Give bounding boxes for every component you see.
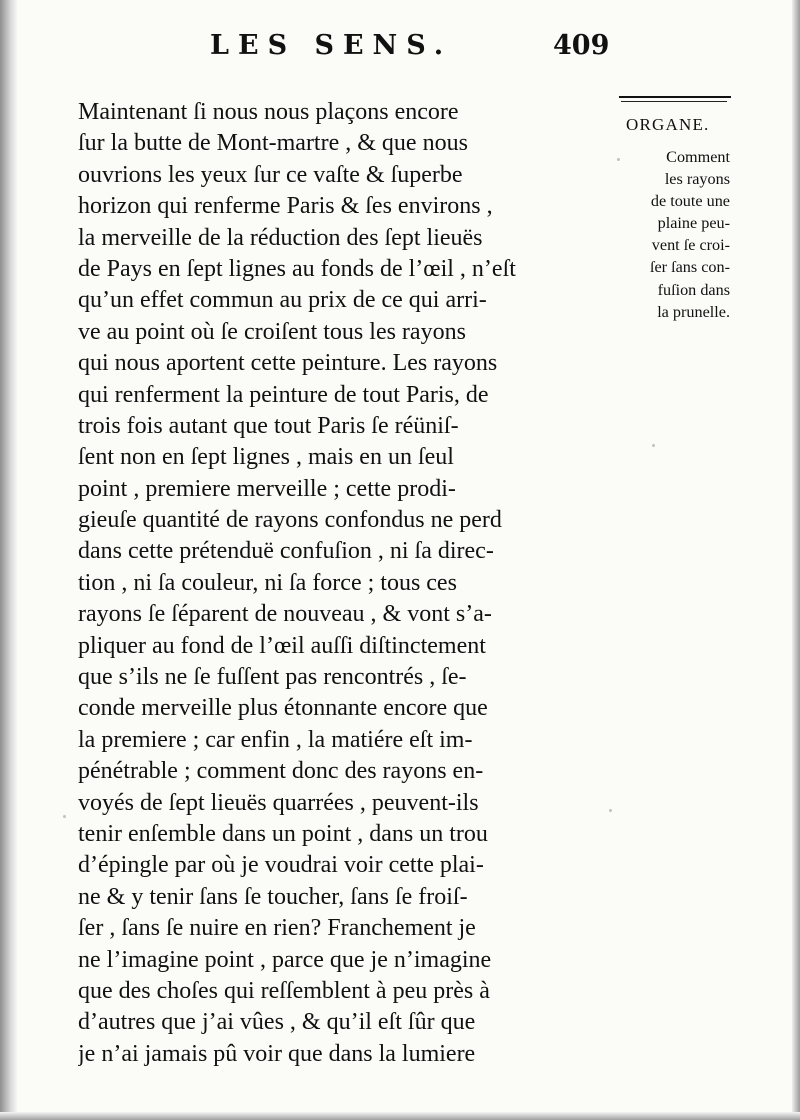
margin-rule xyxy=(619,96,731,98)
text-line-18: pliquer au fond de l’œil auſſi diſtinctement xyxy=(78,632,486,659)
margin-rule-secondary xyxy=(621,101,727,102)
text-line-13: point , premiere merveille ; cette prodi- xyxy=(78,475,456,502)
text-line-14: gieuſe quantité de rayons confondus ne perd xyxy=(78,507,502,534)
page-number: 409 xyxy=(553,30,610,61)
text-line-1: Maintenant ſi nous nous plaçons encore xyxy=(78,99,459,125)
text-line-11: trois fois autant que tout Paris ſe réüniſ- xyxy=(78,412,459,439)
text-line-28: ne l’imagine point , parce que je n’imagine xyxy=(78,946,492,973)
margin-note-line-2: les rayons xyxy=(664,170,730,189)
page-edge-shadow xyxy=(792,0,800,1120)
margin-note-line-5: vent ſe croi- xyxy=(651,236,730,255)
text-line-23: voyés de ſept lieuës quarrées , peuvent-ils xyxy=(78,789,479,816)
text-line-21: la premiere ; car enfin , la matiére eſt im- xyxy=(78,726,473,753)
text-line-9: qui nous aportent cette peinture. Les rayons xyxy=(78,350,498,377)
text-line-25: d’épingle par où je voudrai voir cette plai- xyxy=(78,852,484,879)
text-line-15: dans cette prétenduë confuſion , ni ſa direc- xyxy=(78,538,494,565)
paper-speck xyxy=(609,809,612,812)
margin-heading: ORGANE. xyxy=(626,115,710,134)
page-gutter-shadow xyxy=(0,0,18,1120)
margin-note xyxy=(619,146,730,323)
text-line-29: que des choſes qui reſſemblent à peu près à xyxy=(78,977,490,1004)
text-line-31: je n’ai jamais pû voir que dans la lumiere xyxy=(78,1040,476,1067)
text-line-27: ſer , ſans ſe nuire en rien? Franchement je xyxy=(78,915,476,942)
text-line-30: d’autres que j’ai vûes , & qu’il eſt ſûr que xyxy=(78,1009,476,1036)
page-bottom-shadow xyxy=(0,1112,800,1120)
margin-note-line-4: plaine peu- xyxy=(657,214,730,233)
text-line-2: ſur la butte de Mont-martre , & que nous xyxy=(78,130,468,157)
text-line-16: tion , ni ſa couleur, ni ſa force ; tous ces xyxy=(78,569,457,596)
text-line-26: ne & y tenir ſans ſe toucher, ſans ſe froiſ- xyxy=(78,883,468,910)
text-line-24: tenir enſemble dans un point , dans un trou xyxy=(78,820,488,847)
text-line-8: ve au point où ſe croiſent tous les rayons xyxy=(78,318,466,345)
text-line-6: de Pays en ſept lignes au fonds de l’œil , n’eſt xyxy=(78,255,516,282)
paper-speck xyxy=(63,815,66,818)
text-line-22: pénétrable ; comment donc des rayons en- xyxy=(78,758,484,785)
paper-speck xyxy=(652,444,655,447)
main-text-block xyxy=(78,97,610,1070)
text-line-4: horizon qui renferme Paris & ſes environs , xyxy=(78,193,493,220)
text-line-17: rayons ſe ſéparent de nouveau , & vont s’a- xyxy=(78,601,492,628)
margin-note-line-7: fuſion dans xyxy=(657,280,730,299)
text-line-5: la merveille de la réduction des ſept lieuës xyxy=(78,224,483,251)
text-line-19: que s’ils ne ſe fuſſent pas rencontrés , ſe- xyxy=(78,664,467,691)
margin-note-line-8: la prunelle. xyxy=(657,302,730,321)
running-head: LES SENS. xyxy=(210,30,453,61)
text-line-20: conde merveille plus étonnante encore que xyxy=(78,695,488,722)
text-line-7: qu’un effet commun au prix de ce qui arri- xyxy=(78,287,487,314)
paper-speck xyxy=(617,158,620,161)
text-line-12: ſent non en ſept lignes , mais en un ſeul xyxy=(78,444,454,471)
margin-note-line-6: ſer ſans con- xyxy=(649,258,730,277)
text-line-10: qui renferment la peinture de tout Paris, de xyxy=(78,381,489,408)
margin-note-line-1: Comment xyxy=(666,148,730,166)
margin-note-line-3: de toute une xyxy=(650,192,730,211)
text-line-3: ouvrions les yeux ſur ce vaſte & ſuperbe xyxy=(78,161,463,188)
